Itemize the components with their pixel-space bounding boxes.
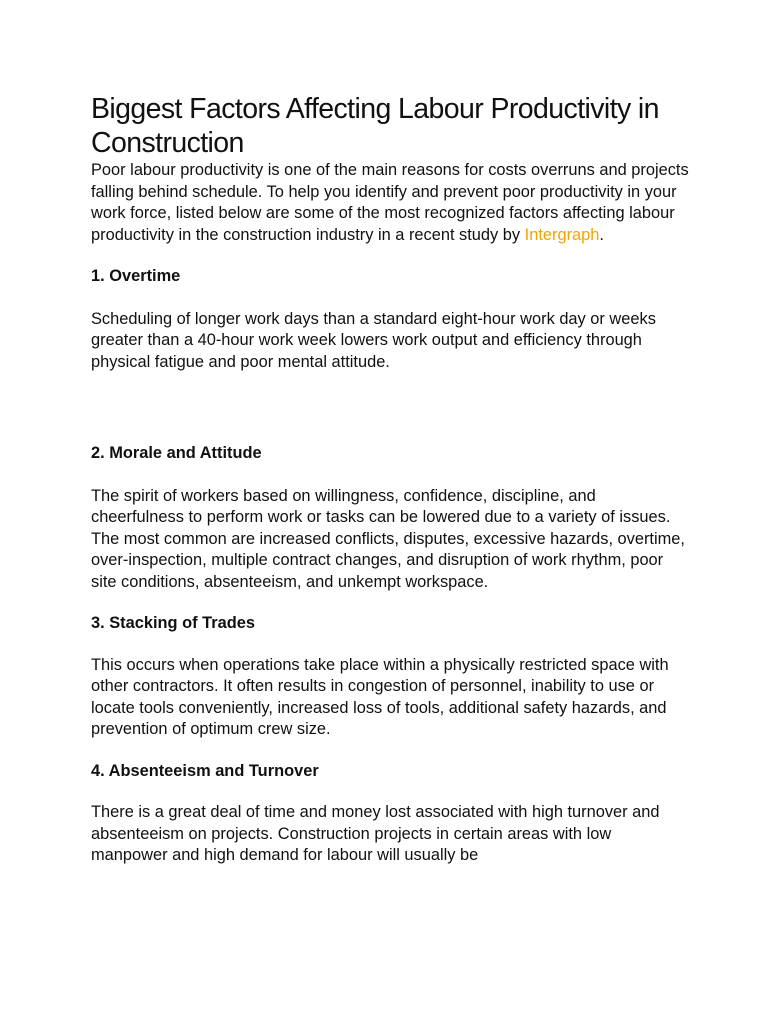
section-body-overtime: Scheduling of longer work days than a standard eight-hour work day or weeks greater than a 40-hour work week lowers work output and efficiency through physical fatigue and poor mental attitude. [91,309,656,371]
intro-paragraph [91,160,691,246]
intro-text-end: . [599,225,604,244]
intro-text: Poor labour productivity is one of the main reasons for costs overruns and projects falling behind schedule. To help you identify and prevent poor productivity in your work force, listed below are some of the most recognized factors affecting labour productivity in the construction industry in a recent study by [91,161,689,244]
section-heading-absenteeism: 4. Absenteeism and Turnover [91,761,319,780]
document-title: Biggest Factors Affecting Labour Productivity in Construction [91,93,659,159]
section-body-morale: The spirit of workers based on willingness, confidence, discipline, and cheerfulness to perform work or tasks can be lowered due to a variety of issues. The most common are increased conflicts, disputes, excessive hazards, overtime, over-inspection, multiple contract changes, and disruption of work rhythm, poor site conditions, absenteeism, and unkempt workspace. [91,486,685,591]
section-body-stacking: This occurs when operations take place within a physically restricted space with other contractors. It often results in congestion of personnel, inability to use or locate tools conveniently, increased loss of tools, additional safety hazards, and prevention of optimum crew size. [91,655,669,738]
section-heading-overtime: 1. Overtime [91,267,181,285]
section-heading-stacking: 3. Stacking of Trades [91,614,255,632]
intergraph-link[interactable]: Intergraph [524,225,600,244]
section-heading-morale: 2. Morale and Attitude [91,444,262,462]
document-page [91,92,691,867]
section-body-absenteeism: There is a great deal of time and money lost associated with high turnover and absenteeism on projects. Construction projects in certain areas with low manpower and high demand for labour will usually be [91,803,660,864]
